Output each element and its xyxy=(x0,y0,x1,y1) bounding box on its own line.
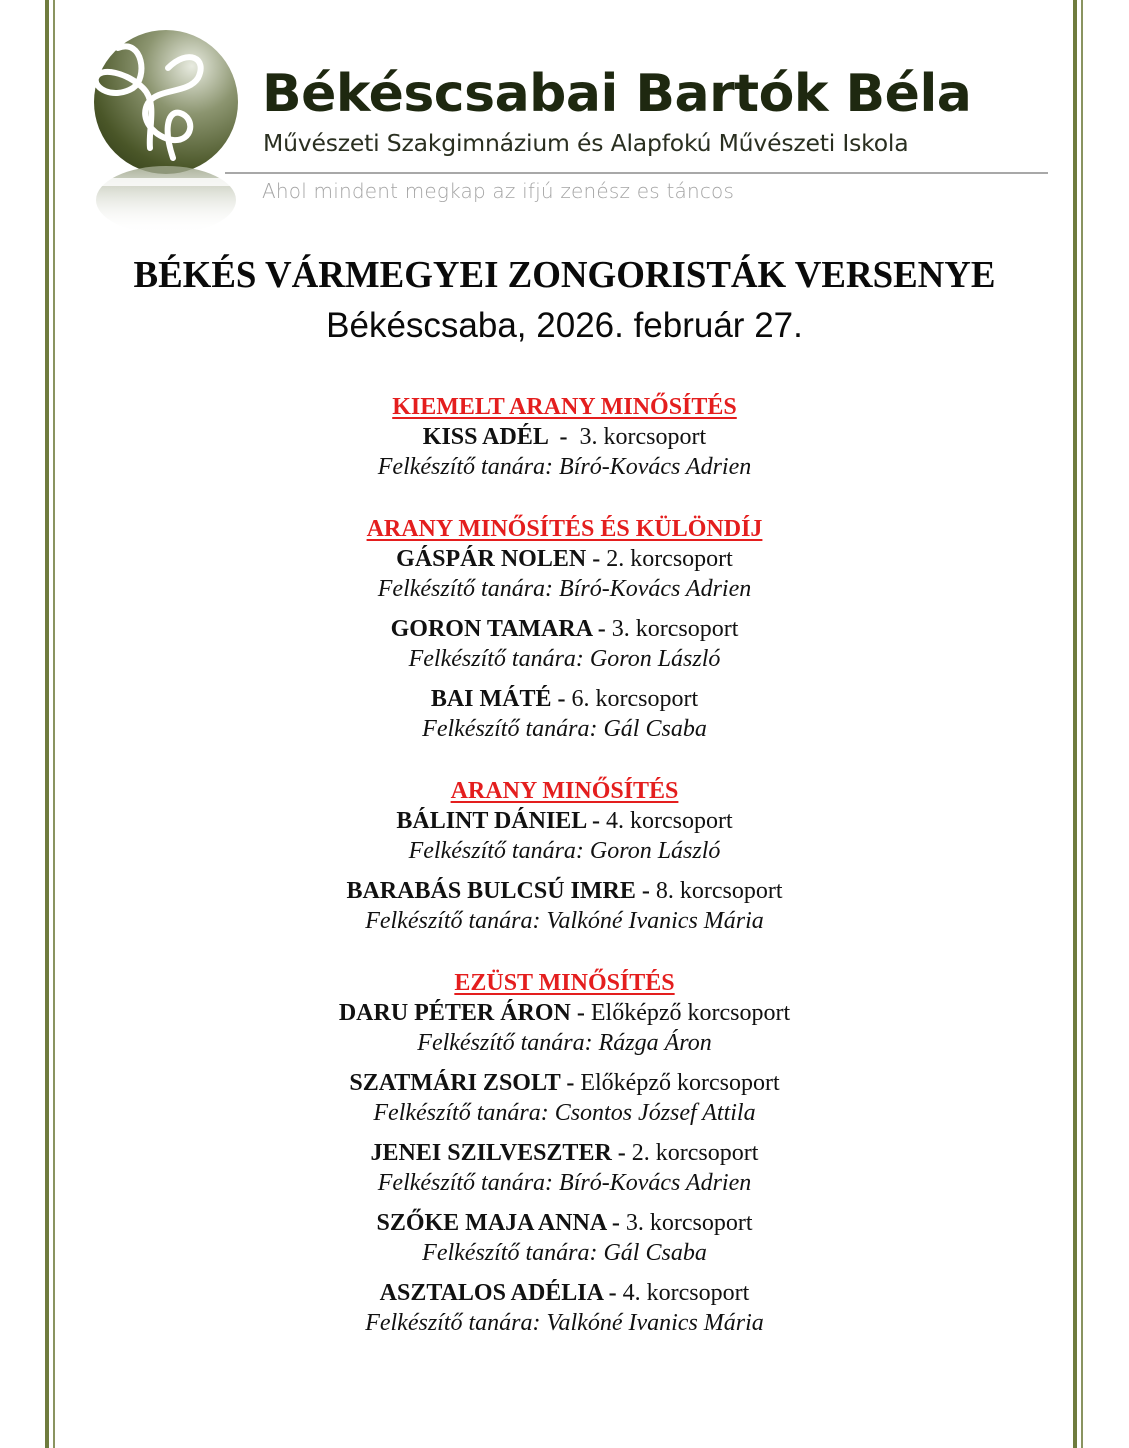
school-subtitle: Művészeti Szakgimnázium és Alapfokú Művészeti Iskola xyxy=(263,129,909,157)
age-group: 8. korcsoport xyxy=(655,878,783,904)
age-group: Előképző korcsoport xyxy=(590,1000,791,1026)
separator: - xyxy=(585,808,606,834)
result-entry xyxy=(0,422,1129,482)
student-name: BAI MÁTÉ xyxy=(430,686,552,712)
age-group: 3. korcsoport xyxy=(579,424,707,450)
school-tagline: Ahol mindent megkap az ifjú zenész es táncos xyxy=(262,179,735,203)
award-heading: ARANY MINŐSÍTÉS ÉS KÜLÖNDÍJ xyxy=(366,516,763,542)
result-entry xyxy=(0,806,1129,866)
age-group: Előképző korcsoport xyxy=(580,1070,780,1096)
teacher: Felkészítő tanára: Bíró-Kovács Adrien xyxy=(377,1170,752,1196)
letterhead-divider xyxy=(225,172,1048,174)
teacher: Felkészítő tanára: Bíró-Kovács Adrien xyxy=(377,576,752,602)
result-entry xyxy=(0,1068,1129,1128)
result-entry xyxy=(0,544,1129,604)
age-group: 3. korcsoport xyxy=(625,1210,753,1236)
age-group: 6. korcsoport xyxy=(571,686,699,712)
student-name: BÁLINT DÁNIEL xyxy=(396,808,586,834)
award-section xyxy=(0,514,1129,744)
student-name: KISS ADÉL xyxy=(422,424,548,450)
award-heading: KIEMELT ARANY MINŐSÍTÉS xyxy=(392,394,737,420)
student-name: SZATMÁRI ZSOLT xyxy=(349,1070,561,1096)
event-title: BÉKÉS VÁRMEGYEI ZONGORISTÁK VERSENYE xyxy=(133,254,996,296)
award-section xyxy=(0,776,1129,936)
result-entry xyxy=(0,876,1129,936)
teacher: Felkészítő tanára: Bíró-Kovács Adrien xyxy=(377,454,752,480)
student-name: ASZTALOS ADÉLIA xyxy=(379,1280,603,1306)
award-section xyxy=(0,392,1129,482)
teacher: Felkészítő tanára: Valkóné Ivanics Mária xyxy=(365,1310,764,1336)
treble-clef-sphere-logo-icon xyxy=(88,28,244,234)
teacher: Felkészítő tanára: Goron László xyxy=(408,646,721,672)
teacher: Felkészítő tanára: Gál Csaba xyxy=(422,1240,707,1266)
student-name: JENEI SZILVESZTER xyxy=(370,1140,612,1166)
separator: - xyxy=(635,878,656,904)
age-group: 2. korcsoport xyxy=(606,546,733,572)
age-group: 3. korcsoport xyxy=(611,616,739,642)
separator: - xyxy=(570,1000,591,1026)
result-entry xyxy=(0,1138,1129,1198)
award-section xyxy=(0,968,1129,1338)
age-group: 4. korcsoport xyxy=(605,808,733,834)
separator: - xyxy=(591,616,612,642)
separator: - xyxy=(551,686,572,712)
award-heading: EZÜST MINŐSÍTÉS xyxy=(454,970,675,996)
teacher: Felkészítő tanára: Rázga Áron xyxy=(417,1030,712,1056)
student-name: BARABÁS BULCSÚ IMRE xyxy=(346,878,636,904)
teacher: Felkészítő tanára: Csontos József Attila xyxy=(373,1100,756,1126)
results-list xyxy=(0,392,1129,1338)
student-name: GORON TAMARA xyxy=(390,616,592,642)
separator: - xyxy=(605,1210,626,1236)
result-entry xyxy=(0,1278,1129,1338)
event-location-date: Békéscsaba, 2026. február 27. xyxy=(326,306,803,345)
teacher: Felkészítő tanára: Valkóné Ivanics Mária xyxy=(365,908,764,934)
separator: - xyxy=(560,1070,581,1096)
result-entry xyxy=(0,684,1129,744)
student-name: SZŐKE MAJA ANNA xyxy=(376,1210,606,1236)
separator: - xyxy=(547,424,580,450)
award-heading: ARANY MINŐSÍTÉS xyxy=(450,778,679,804)
result-entry xyxy=(0,1208,1129,1268)
student-name: DARU PÉTER ÁRON xyxy=(338,1000,571,1026)
age-group: 4. korcsoport xyxy=(622,1280,750,1306)
separator: - xyxy=(586,546,607,572)
separator: - xyxy=(611,1140,632,1166)
teacher: Felkészítő tanára: Goron László xyxy=(408,838,721,864)
age-group: 2. korcsoport xyxy=(631,1140,759,1166)
student-name: GÁSPÁR NOLEN xyxy=(396,546,587,572)
result-entry xyxy=(0,614,1129,674)
result-entry xyxy=(0,998,1129,1058)
teacher: Felkészítő tanára: Gál Csaba xyxy=(422,716,707,742)
school-name: Békéscsabai Bartók Béla xyxy=(262,64,972,124)
separator: - xyxy=(602,1280,623,1306)
